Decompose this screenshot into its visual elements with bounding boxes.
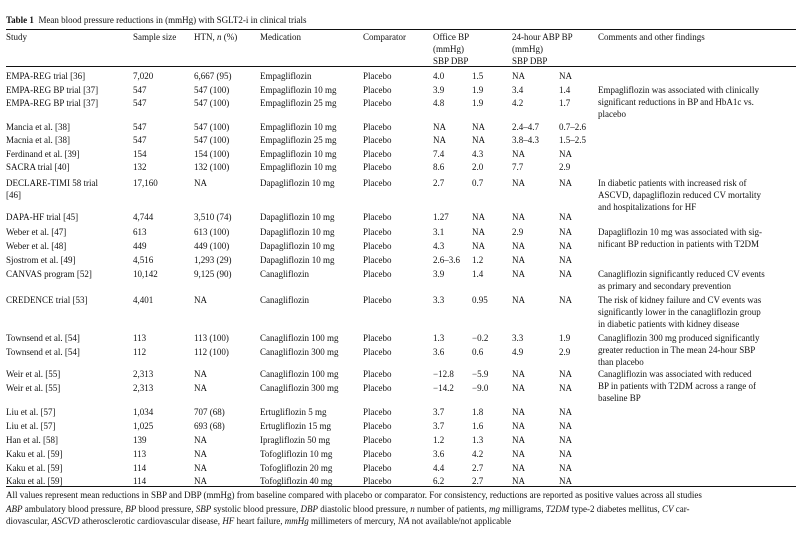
header-comparator: Comparator — [363, 32, 406, 42]
office-dbp-cell: −0.2 — [472, 333, 489, 343]
comment-cell — [598, 294, 761, 330]
office-sbp-cell: 8.6 — [433, 162, 445, 172]
office-dbp-cell: 0.95 — [472, 295, 488, 305]
comment-cell — [598, 332, 759, 368]
office-sbp-cell: 3.7 — [433, 421, 445, 431]
medication-cell: Canagliflozin — [260, 269, 309, 279]
office-sbp-cell: −12.8 — [433, 369, 454, 379]
office-sbp-cell: 4.3 — [433, 241, 445, 251]
abbreviation-term: T2DM — [545, 504, 570, 514]
header-comments: Comments and other findings — [598, 32, 705, 42]
table-caption — [6, 14, 307, 26]
medication-cell: Canagliflozin 300 mg — [260, 383, 339, 393]
sample-size-cell: 613 — [133, 227, 147, 237]
comment-line: greater reduction in The mean 24-hour SBP — [598, 345, 756, 355]
medication-cell: Ertugliflozin 5 mg — [260, 407, 327, 417]
office-sbp-cell: 4.8 — [433, 98, 445, 108]
comparator-cell: Placebo — [363, 212, 392, 222]
abbreviation-term: ABP — [6, 504, 23, 514]
comment-line: Canagliflozin significantly reduced CV events — [598, 269, 765, 279]
htn-cell: 1,293 (29) — [194, 255, 232, 265]
comment-line: in diabetic patients with kidney disease — [598, 319, 740, 329]
abp-sbp-cell: NA — [512, 369, 525, 379]
abp-dbp-cell: NA — [559, 369, 572, 379]
office-dbp-cell: NA — [472, 212, 485, 222]
office-sbp-cell: 3.9 — [433, 269, 445, 279]
medication-cell: Canagliflozin 100 mg — [260, 333, 339, 343]
study-cell: EMPA-REG trial [36] — [6, 71, 86, 81]
comment-line: In diabetic patients with increased risk of — [598, 178, 747, 188]
htn-cell: NA — [194, 369, 207, 379]
table-row — [6, 462, 796, 474]
comparator-cell: Placebo — [363, 269, 392, 279]
abp-dbp-cell: NA — [559, 383, 572, 393]
comparator-cell: Placebo — [363, 421, 392, 431]
sample-size-cell: 4,516 — [133, 255, 154, 265]
abp-sbp-cell: NA — [512, 295, 525, 305]
abbreviation-definition: diastolic blood pressure, — [317, 504, 411, 514]
htn-cell: 693 (68) — [194, 421, 225, 431]
office-dbp-cell: 1.6 — [472, 421, 484, 431]
medication-cell: Dapagliflozin 10 mg — [260, 212, 335, 222]
abbreviation-definition: diovascular, — [6, 516, 52, 526]
office-dbp-cell: 4.2 — [472, 449, 484, 459]
table-row — [6, 406, 796, 418]
sample-size-cell: 113 — [133, 333, 147, 343]
office-sbp-cell: −14.2 — [433, 383, 454, 393]
study-cell: Macnia et al. [38] — [6, 135, 70, 145]
abbreviation-term: ASCVD — [51, 516, 80, 526]
comment-cell — [598, 177, 761, 213]
abbreviation-definition: systolic blood pressure, — [211, 504, 301, 514]
sample-size-cell: 7,020 — [133, 71, 154, 81]
office-dbp-cell: 1.5 — [472, 71, 484, 81]
htn-cell: 112 (100) — [194, 347, 229, 357]
office-dbp-cell: 0.6 — [472, 347, 484, 357]
htn-cell: NA — [194, 178, 207, 188]
htn-cell: 449 (100) — [194, 241, 230, 251]
office-sbp-cell: NA — [433, 135, 446, 145]
sample-size-cell: 1,025 — [133, 421, 154, 431]
office-dbp-cell: 2.0 — [472, 162, 484, 172]
table-row — [6, 70, 796, 82]
htn-cell: 132 (100) — [194, 162, 230, 172]
abp-dbp-cell: NA — [559, 255, 572, 265]
table-row — [6, 420, 796, 432]
abp-sbp-cell: NA — [512, 449, 525, 459]
abp-dbp-cell: 1.4 — [559, 85, 571, 95]
abp-sbp-cell: NA — [512, 255, 525, 265]
office-sbp-cell: 2.7 — [433, 178, 445, 188]
comparator-cell: Placebo — [363, 135, 392, 145]
comment-line: BP in patients with T2DM across a range of — [598, 381, 756, 391]
htn-cell: 9,125 (90) — [194, 269, 232, 279]
htn-cell: NA — [194, 463, 207, 473]
abp-dbp-cell: NA — [559, 212, 572, 222]
office-sbp-cell: 4.0 — [433, 71, 445, 81]
office-dbp-cell: −9.0 — [472, 383, 489, 393]
abbreviations-line-1 — [6, 503, 690, 515]
comment-cell — [598, 84, 759, 120]
study-cell: Weber et al. [47] — [6, 227, 67, 237]
table-row — [6, 448, 796, 460]
sample-size-cell: 112 — [133, 347, 147, 357]
study-cell-continued: [46] — [6, 190, 21, 200]
medication-cell: Dapagliflozin 10 mg — [260, 178, 335, 188]
study-cell: Kaku et al. [59] — [6, 449, 63, 459]
comment-line: Canagliflozin was associated with reduced — [598, 369, 752, 379]
sample-size-cell: 139 — [133, 435, 147, 445]
abp-dbp-cell: NA — [559, 178, 572, 188]
study-cell: Sjostrom et al. [49] — [6, 255, 76, 265]
table-row — [6, 254, 796, 266]
sample-size-cell: 547 — [133, 85, 147, 95]
medication-cell: Dapagliflozin 10 mg — [260, 227, 335, 237]
abp-sbp-cell: 2.4–4.7 — [512, 122, 539, 132]
medication-cell: Ertugliflozin 15 mg — [260, 421, 331, 431]
office-dbp-cell: 4.3 — [472, 149, 484, 159]
office-sbp-cell: 4.4 — [433, 463, 445, 473]
abbreviation-term: n — [410, 504, 415, 514]
medication-cell: Canagliflozin 100 mg — [260, 369, 339, 379]
abp-sbp-cell: NA — [512, 149, 525, 159]
abp-sbp-cell: 3.3 — [512, 333, 524, 343]
comment-line: Canagliflozin 300 mg produced significantly — [598, 333, 760, 343]
sample-size-cell: 1,034 — [133, 407, 154, 417]
comparator-cell: Placebo — [363, 476, 392, 486]
comparator-cell: Placebo — [363, 383, 392, 393]
comparator-cell: Placebo — [363, 241, 392, 251]
abp-dbp-cell: 2.9 — [559, 162, 571, 172]
htn-cell: 113 (100) — [194, 333, 229, 343]
medication-cell: Empagliflozin 10 mg — [260, 162, 337, 172]
table-title: Mean blood pressure reductions in (mmHg) with SGLT2-i in clinical trials — [38, 15, 307, 25]
sample-size-cell: 17,160 — [133, 178, 158, 188]
abbreviation-term: CV — [661, 504, 674, 514]
office-dbp-cell: 2.7 — [472, 476, 484, 486]
sample-size-cell: 132 — [133, 162, 147, 172]
office-sbp-cell: 7.4 — [433, 149, 445, 159]
office-dbp-cell: 1.3 — [472, 435, 484, 445]
abbreviation-definition: ambulatory blood pressure, — [22, 504, 126, 514]
office-sbp-cell: 1.2 — [433, 435, 445, 445]
study-cell: Ferdinand et al. [39] — [6, 149, 80, 159]
medication-cell: Tofogliflozin 10 mg — [260, 449, 333, 459]
table-row — [6, 161, 796, 173]
comment-line: Empagliflozin was associated with clinically — [598, 85, 759, 95]
abp-dbp-cell: NA — [559, 71, 572, 81]
office-sbp-cell: 3.1 — [433, 227, 445, 237]
htn-cell: 547 (100) — [194, 122, 230, 132]
comparator-cell: Placebo — [363, 449, 392, 459]
office-sbp-cell: 6.2 — [433, 476, 445, 486]
abbreviation-term: HF — [222, 516, 235, 526]
htn-cell: NA — [194, 295, 207, 305]
abp-sbp-cell: NA — [512, 421, 525, 431]
office-sbp-cell: 3.3 — [433, 295, 445, 305]
medication-cell: Empagliflozin 25 mg — [260, 135, 337, 145]
comment-line: The risk of kidney failure and CV events was — [598, 295, 762, 305]
comment-cell — [598, 368, 756, 404]
office-dbp-cell: NA — [472, 241, 485, 251]
abp-sbp-cell: 4.9 — [512, 347, 524, 357]
header-sample-size: Sample size — [133, 32, 177, 42]
study-cell: EMPA-REG BP trial [37] — [6, 85, 99, 95]
table-row — [6, 134, 796, 146]
abp-sbp-cell: NA — [512, 269, 525, 279]
abbreviation-definition: milligrams, — [499, 504, 546, 514]
medication-cell: Dapagliflozin 10 mg — [260, 241, 335, 251]
study-cell: SACRA trial [40] — [6, 162, 70, 172]
top-rule — [6, 29, 796, 30]
comment-cell — [598, 226, 762, 250]
abp-sbp-cell: NA — [512, 383, 525, 393]
comment-cell — [598, 268, 765, 292]
study-cell: DAPA-HF trial [45] — [6, 212, 79, 222]
study-cell: Liu et al. [57] — [6, 421, 56, 431]
abp-sbp-cell: 3.8–4.3 — [512, 135, 539, 145]
abp-dbp-cell: NA — [559, 269, 572, 279]
comparator-cell: Placebo — [363, 407, 392, 417]
office-sbp-cell: 3.7 — [433, 407, 445, 417]
study-cell: Townsend et al. [54] — [6, 333, 80, 343]
medication-cell: Dapagliflozin 10 mg — [260, 255, 335, 265]
abp-dbp-cell: NA — [559, 295, 572, 305]
htn-cell: NA — [194, 383, 207, 393]
table-row — [6, 434, 796, 446]
abp-sbp-cell: 4.2 — [512, 98, 524, 108]
abp-dbp-cell: 1.9 — [559, 333, 571, 343]
study-cell: Weir et al. [55] — [6, 369, 61, 379]
medication-cell: Canagliflozin — [260, 295, 309, 305]
office-dbp-cell: 1.8 — [472, 407, 484, 417]
office-sbp-cell: 3.6 — [433, 347, 445, 357]
abbreviation-definition: heart failure, — [234, 516, 285, 526]
comparator-cell: Placebo — [363, 255, 392, 265]
office-sbp-cell: 3.9 — [433, 85, 445, 95]
comment-line: baseline BP — [598, 393, 641, 403]
sample-size-cell: 2,313 — [133, 369, 154, 379]
office-dbp-cell: NA — [472, 135, 485, 145]
comparator-cell: Placebo — [363, 369, 392, 379]
abp-sbp-cell: NA — [512, 463, 525, 473]
abp-dbp-cell: 1.7 — [559, 98, 571, 108]
sample-size-cell: 4,401 — [133, 295, 154, 305]
sample-size-cell: 2,313 — [133, 383, 154, 393]
abp-sbp-cell: NA — [512, 407, 525, 417]
table-label: Table 1 — [6, 15, 34, 25]
office-sbp-cell: 3.6 — [433, 449, 445, 459]
study-cell: Kaku et al. [59] — [6, 463, 63, 473]
htn-cell: 154 (100) — [194, 149, 230, 159]
office-dbp-cell: 1.2 — [472, 255, 484, 265]
sample-size-cell: 547 — [133, 135, 147, 145]
study-cell: EMPA-REG BP trial [37] — [6, 98, 99, 108]
comment-line: as primary and secondary prevention — [598, 281, 731, 291]
comment-line: than placebo — [598, 357, 644, 367]
abbreviation-definition: number of patients, — [414, 504, 489, 514]
comparator-cell: Placebo — [363, 122, 392, 132]
comment-line: and hospitalizations for HF — [598, 202, 697, 212]
office-sbp-cell: 2.6–3.6 — [433, 255, 460, 265]
study-cell: CREDENCE trial [53] — [6, 295, 88, 305]
office-dbp-cell: 1.4 — [472, 269, 484, 279]
abbreviation-definition: type-2 diabetes mellitus, — [569, 504, 662, 514]
abp-dbp-cell: NA — [559, 435, 572, 445]
comparator-cell: Placebo — [363, 71, 392, 81]
header-office-bp: Office BP (mmHg) SBP DBP — [433, 32, 470, 66]
abbreviation-definition: atherosclerotic cardiovascular disease, — [79, 516, 223, 526]
abbreviations-line-2 — [6, 515, 511, 527]
header-medication: Medication — [260, 32, 301, 42]
abbreviation-definition: car- — [673, 504, 690, 514]
comment-line: ASCVD, dapagliflozin reduced CV mortality — [598, 190, 762, 200]
htn-cell: 707 (68) — [194, 407, 225, 417]
medication-cell: Ipragliflozin 50 mg — [260, 435, 330, 445]
comparator-cell: Placebo — [363, 227, 392, 237]
sample-size-cell: 547 — [133, 122, 147, 132]
abp-sbp-cell: 2.9 — [512, 227, 524, 237]
office-sbp-cell: 1.3 — [433, 333, 445, 343]
abbreviation-term: NA — [397, 516, 410, 526]
abp-dbp-cell: NA — [559, 421, 572, 431]
study-cell: Weber et al. [48] — [6, 241, 67, 251]
comment-line: significantly lower in the canagliflozin group — [598, 307, 761, 317]
sample-size-cell: 114 — [133, 463, 147, 473]
comparator-cell: Placebo — [363, 162, 392, 172]
abp-sbp-cell: 3.4 — [512, 85, 524, 95]
comment-line: placebo — [598, 109, 626, 119]
sample-size-cell: 449 — [133, 241, 147, 251]
abp-dbp-cell: NA — [559, 241, 572, 251]
sample-size-cell: 154 — [133, 149, 147, 159]
medication-cell: Empagliflozin 10 mg — [260, 149, 337, 159]
header-rule — [6, 66, 796, 67]
comparator-cell: Placebo — [363, 347, 392, 357]
study-cell: DECLARE-TIMI 58 trial — [6, 178, 98, 188]
office-sbp-cell: NA — [433, 122, 446, 132]
abp-dbp-cell: 0.7–2.6 — [559, 122, 586, 132]
htn-cell: 6,667 (95) — [194, 71, 232, 81]
comparator-cell: Placebo — [363, 435, 392, 445]
bottom-rule — [6, 486, 796, 487]
abp-dbp-cell: 1.5–2.5 — [559, 135, 586, 145]
header-abp-bp: 24-hour ABP BP (mmHg) SBP DBP — [512, 32, 573, 66]
abp-dbp-cell: NA — [559, 149, 572, 159]
office-sbp-cell: 1.27 — [433, 212, 449, 222]
office-dbp-cell: 2.7 — [472, 463, 484, 473]
study-cell: Weir et al. [55] — [6, 383, 61, 393]
header-htn: HTN, n (%) — [194, 32, 238, 42]
sample-size-cell: 113 — [133, 449, 147, 459]
comment-line: significant reductions in BP and HbA1c vs. — [598, 97, 754, 107]
abp-sbp-cell: NA — [512, 476, 525, 486]
comparator-cell: Placebo — [363, 178, 392, 188]
abp-sbp-cell: NA — [512, 212, 525, 222]
comparator-cell: Placebo — [363, 333, 392, 343]
office-dbp-cell: 0.7 — [472, 178, 484, 188]
table-row — [6, 121, 796, 133]
medication-cell: Canagliflozin 300 mg — [260, 347, 339, 357]
office-dbp-cell: NA — [472, 122, 485, 132]
htn-cell: NA — [194, 476, 207, 486]
table-row — [6, 148, 796, 160]
abbreviation-term: DBP — [300, 504, 318, 514]
medication-cell: Empagliflozin 10 mg — [260, 85, 337, 95]
study-cell: Han et al. [58] — [6, 435, 58, 445]
comment-line: Dapagliflozin 10 mg was associated with sig- — [598, 227, 762, 237]
htn-cell: 547 (100) — [194, 98, 230, 108]
study-cell: Liu et al. [57] — [6, 407, 56, 417]
study-cell: CANVAS program [52] — [6, 269, 92, 279]
medication-cell: Empagliflozin — [260, 71, 312, 81]
htn-cell: 3,510 (74) — [194, 212, 232, 222]
abp-dbp-cell: NA — [559, 227, 572, 237]
study-cell: Townsend et al. [54] — [6, 347, 80, 357]
abp-dbp-cell: 2.9 — [559, 347, 571, 357]
comparator-cell: Placebo — [363, 149, 392, 159]
comparator-cell: Placebo — [363, 85, 392, 95]
medication-cell: Empagliflozin 25 mg — [260, 98, 337, 108]
abp-sbp-cell: 7.7 — [512, 162, 524, 172]
htn-cell: 547 (100) — [194, 85, 230, 95]
htn-cell: 547 (100) — [194, 135, 230, 145]
office-dbp-cell: 1.9 — [472, 98, 484, 108]
medication-cell: Tofogliflozin 20 mg — [260, 463, 333, 473]
office-dbp-cell: −5.9 — [472, 369, 489, 379]
office-dbp-cell: 1.9 — [472, 85, 484, 95]
comparator-cell: Placebo — [363, 463, 392, 473]
abp-dbp-cell: NA — [559, 476, 572, 486]
abp-dbp-cell: NA — [559, 449, 572, 459]
abbreviation-term: mmHg — [284, 516, 309, 526]
abp-dbp-cell: NA — [559, 407, 572, 417]
abbreviation-definition: blood pressure, — [136, 504, 196, 514]
abp-sbp-cell: NA — [512, 241, 525, 251]
sample-size-cell: 547 — [133, 98, 147, 108]
study-cell: Mancia et al. [38] — [6, 122, 70, 132]
office-dbp-cell: NA — [472, 227, 485, 237]
comment-line: nificant BP reduction in patients with T2DM — [598, 239, 759, 249]
htn-cell: 613 (100) — [194, 227, 230, 237]
header-study: Study — [6, 32, 28, 42]
sample-size-cell: 10,142 — [133, 269, 158, 279]
comparator-cell: Placebo — [363, 98, 392, 108]
comparator-cell: Placebo — [363, 295, 392, 305]
abbreviation-definition: not available/not applicable — [409, 516, 512, 526]
sample-size-cell: 4,744 — [133, 212, 154, 222]
medication-cell: Empagliflozin 10 mg — [260, 122, 337, 132]
abp-dbp-cell: NA — [559, 463, 572, 473]
table-footnote: All values represent mean reductions in SBP and DBP (mmHg) from baseline compared with placebo or comparator. For consistency, reductions are reported as positive values across all studies — [6, 490, 702, 500]
sample-size-cell: 114 — [133, 476, 147, 486]
study-cell: Kaku et al. [59] — [6, 476, 63, 486]
abp-sbp-cell: NA — [512, 71, 525, 81]
abbreviation-term: SBP — [195, 504, 212, 514]
medication-cell: Tofogliflozin 40 mg — [260, 476, 333, 486]
abp-sbp-cell: NA — [512, 178, 525, 188]
htn-cell: NA — [194, 435, 207, 445]
abbreviation-definition: millimeters of mercury, — [308, 516, 398, 526]
abbreviation-term: BP — [125, 504, 137, 514]
abbreviation-term: mg — [488, 504, 500, 514]
abp-sbp-cell: NA — [512, 435, 525, 445]
htn-cell: NA — [194, 449, 207, 459]
